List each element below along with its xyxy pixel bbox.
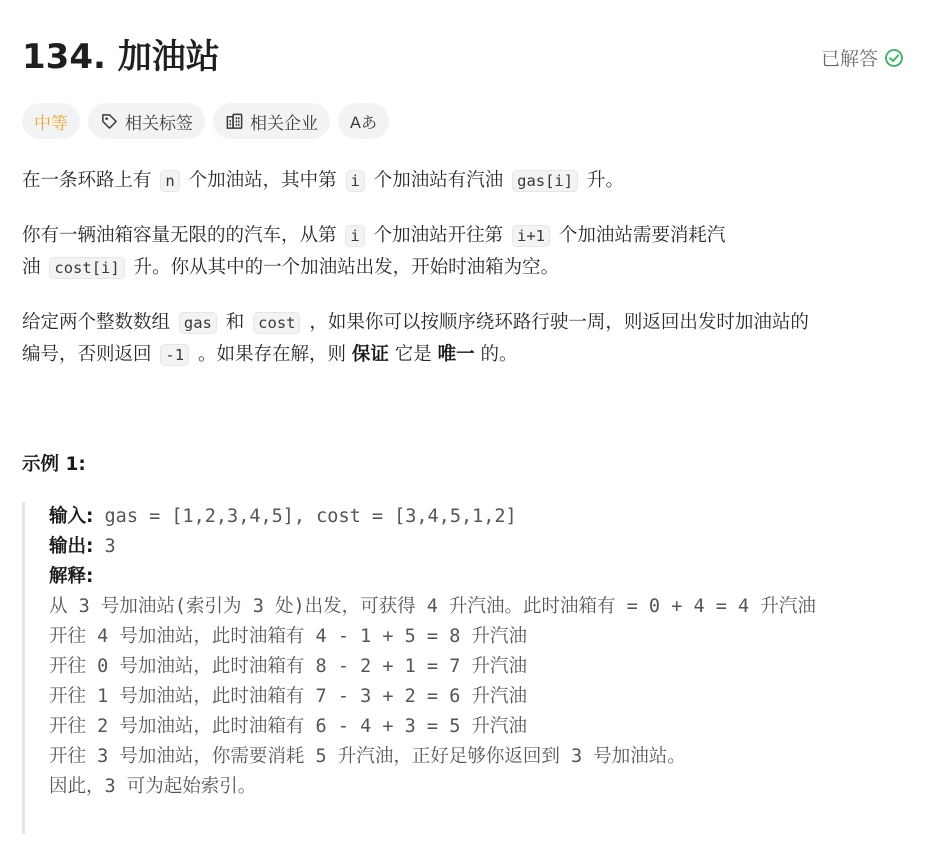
inline-code: gas[i] (512, 170, 578, 192)
title-row (22, 36, 910, 80)
difficulty-label: 中等 (34, 113, 68, 134)
description-paragraph-3: 给定两个整数数组 gas 和 cost ，如果你可以按顺序绕环路行驶一周，则返回出发时加油站的 编号，否则返回 -1 。如果存在解，则 保证 它是 唯一 的。 (22, 312, 809, 365)
problem-title[interactable]: 134. 加油站 (22, 37, 220, 77)
related-tags-label: 相关标签 (125, 113, 193, 134)
font-size-toggle[interactable] (338, 103, 389, 139)
solved-label: 已解答 (820, 48, 878, 70)
translate-icon: Aあ (350, 112, 377, 132)
example-block (22, 502, 910, 834)
example-title: 示例 1: (22, 454, 86, 475)
related-companies-label: 相关企业 (250, 113, 318, 134)
solved-status (821, 44, 904, 71)
description-paragraph-2: 你有一辆油箱容量无限的的汽车，从第 i 个加油站开往第 i+1 个加油站需要消耗汽 油 cost[i] 升。你从其中的一个加油站出发，开始时油箱为空。 (22, 225, 726, 278)
difficulty-badge[interactable] (22, 103, 80, 139)
inline-code: -1 (160, 344, 189, 366)
inline-code: i+1 (512, 225, 550, 247)
tag-icon (100, 112, 119, 131)
description-paragraph-1: 在一条环路上有 n 个加油站，其中第 i 个加油站有汽油 gas[i] 升。 (22, 170, 624, 191)
example-explanation: 从 3 号加油站(索引为 3 处)出发，可获得 4 升汽油。此时油箱有 = 0 + 4 = 4 升汽油 开往 4 号加油站，此时油箱有 4 - 1 + 5 = 8 升汽油 开往 0 号加油站，此时油箱有 8 - 2 + 1 = 7 升汽油 开往 1 号加油站，此时油箱有 7 - 3 + 2 = 6 升汽油 开往 2 号加油站，此时油箱有 6 - 4 + 3 = 5 升汽油 开往 3 号加油站，你需要消耗 5 升汽油，正好足够你返回到 3 号加油站。 因此，3 可为起始索引。 (49, 596, 816, 797)
inline-code: cost (253, 312, 300, 334)
building-icon (225, 112, 244, 131)
example-input: 输入: gas = [1,2,3,4,5], cost = [3,4,5,1,2] (49, 506, 517, 527)
check-circle-icon (884, 48, 904, 68)
related-companies-button[interactable] (213, 103, 330, 139)
bold-guarantee: 保证 (351, 344, 389, 365)
inline-code: n (160, 170, 179, 192)
inline-code: i (346, 170, 365, 192)
related-tags-button[interactable] (88, 103, 205, 139)
inline-code: cost[i] (49, 257, 124, 279)
inline-code: i (345, 225, 364, 247)
inline-code: gas (179, 312, 217, 334)
example-explain-label: 解释: (49, 566, 94, 587)
example-output: 输出: 3 (49, 536, 116, 557)
tag-bar (22, 103, 389, 139)
bold-unique: 唯一 (437, 344, 475, 365)
